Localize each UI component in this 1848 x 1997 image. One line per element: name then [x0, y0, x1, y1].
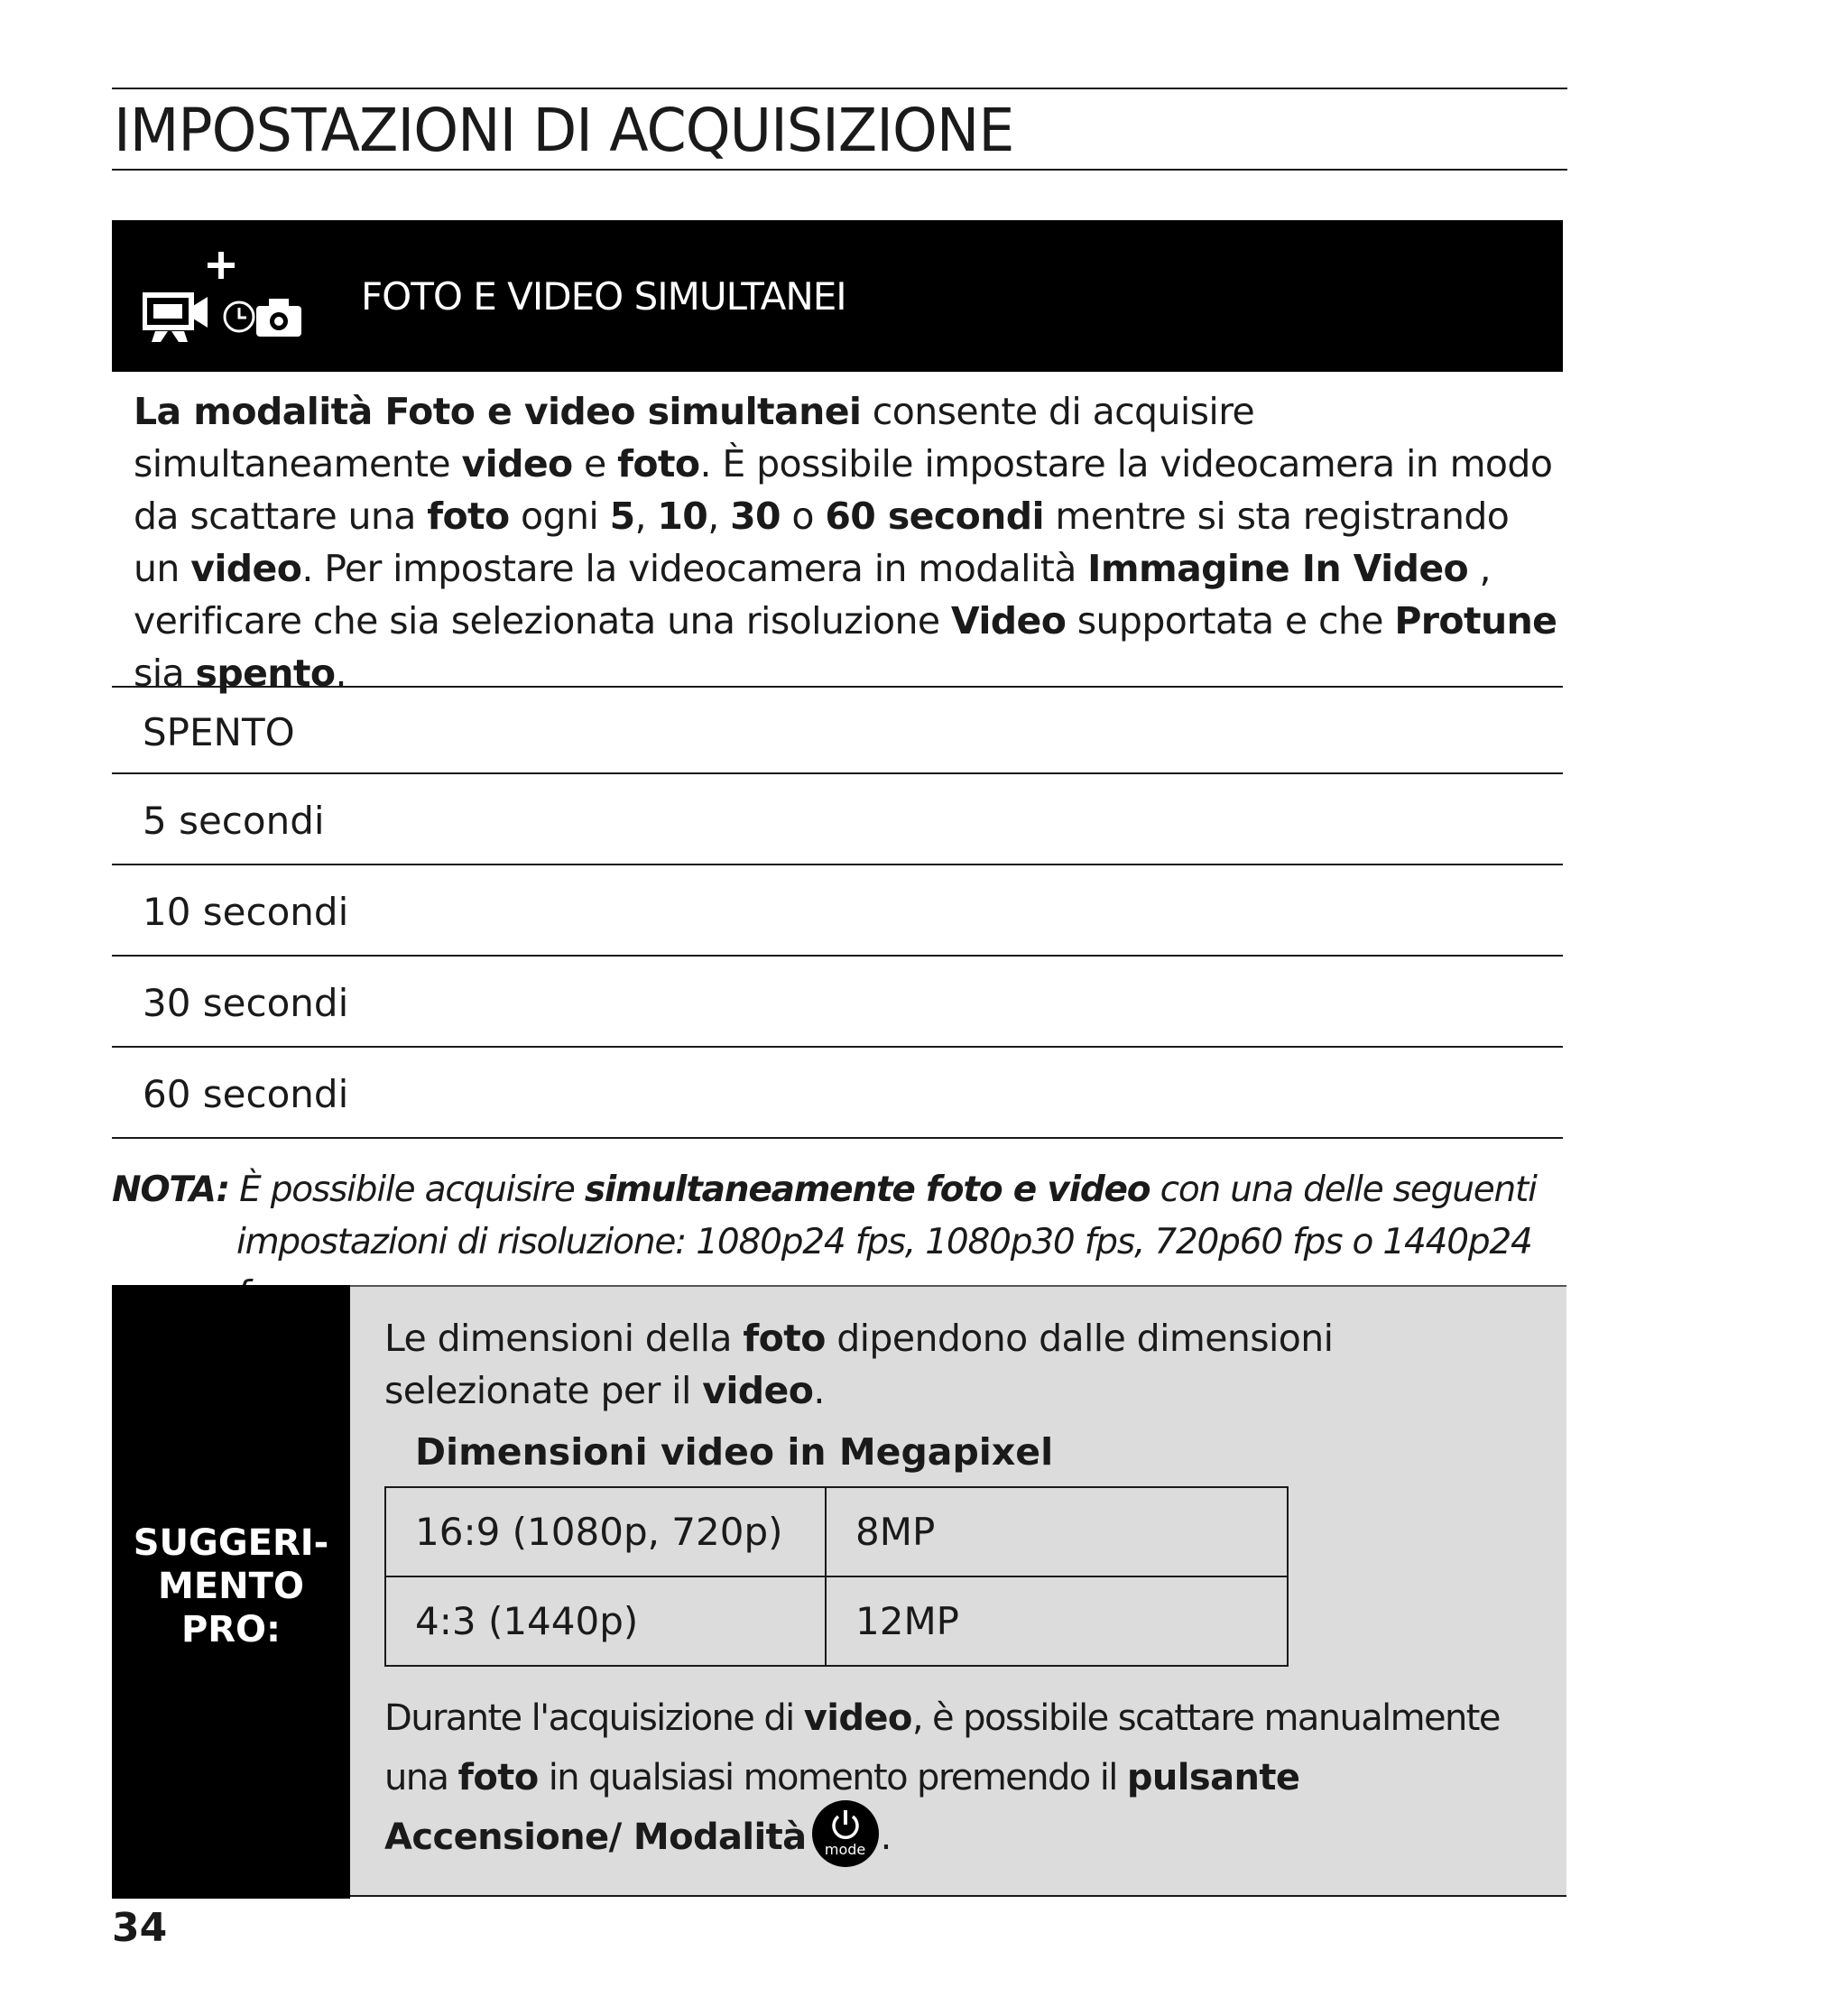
- note-line-2: impostazioni di risoluzione: 1080p24 fps, 1080p30 fps, 720p60 fps o 1440p24: [236, 1222, 1532, 1262]
- option-label: 10 secondi: [143, 890, 349, 934]
- intro-text: sia: [134, 652, 196, 695]
- note-text: È possibile acquisire: [228, 1170, 585, 1210]
- intro-text: foto: [427, 495, 510, 538]
- intro-text: . Per impostare la videocamera in modalità: [301, 547, 1088, 590]
- option-row: [112, 1048, 1563, 1139]
- pro-tip-text: pulsante Accensione/ Modalità: [384, 1757, 1300, 1858]
- intro-text: consente di acquisire simultaneamente: [134, 390, 1255, 485]
- pro-tip-text: foto: [743, 1317, 826, 1360]
- option-row: [112, 957, 1563, 1048]
- option-row: [112, 774, 1563, 865]
- option-label: SPENTO: [143, 710, 295, 754]
- power-mode-button-icon: [812, 1800, 879, 1867]
- note-line-1: [112, 1164, 1574, 1216]
- page-title-text: IMPOSTAZIONI DI ACQUISIZIONE: [114, 96, 1014, 165]
- megapixel-table-title: Dimensioni video in Megapixel: [415, 1430, 1054, 1474]
- intro-text: e: [572, 442, 618, 485]
- option-label: 5 secondi: [143, 799, 325, 843]
- pro-tip-text: .: [880, 1817, 891, 1858]
- intro-text: La modalità Foto e video simultanei: [134, 390, 862, 433]
- mode-header-bar: [112, 220, 1563, 372]
- video-plus-timelapse-photo-icon: [143, 250, 314, 349]
- pro-tip-text: Durante l'acquisizione di: [384, 1697, 804, 1739]
- intro-text: spento: [195, 652, 336, 695]
- option-row: [112, 865, 1563, 957]
- intro-text: Protune: [1394, 599, 1557, 643]
- power-icon: [827, 1807, 864, 1844]
- intro-text: Immagine In Video: [1087, 547, 1469, 590]
- pro-tip-label-line: SUGGERI-: [133, 1522, 329, 1564]
- intro-text: . È possibile impostare la videocamera in modo da scattare una: [134, 442, 1553, 538]
- option-label: 30 secondi: [143, 981, 349, 1025]
- pro-tip-content: [384, 1312, 1548, 1867]
- pro-tip-text: , è possibile scattare manualmente una: [384, 1697, 1500, 1798]
- note-text: con una delle seguenti: [1150, 1170, 1537, 1210]
- mode-header-label: FOTO E VIDEO SIMULTANEI: [361, 274, 846, 319]
- pro-tip-sidebar: [112, 1285, 350, 1899]
- intro-text: mentre si sta registrando un: [134, 495, 1510, 590]
- pro-tip-text: foto: [457, 1757, 539, 1798]
- intro-text: 5: [609, 495, 635, 538]
- intro-text: ogni: [509, 495, 610, 538]
- intro-text: supportata e che: [1066, 599, 1395, 643]
- table-row: [385, 1576, 1288, 1666]
- pro-tip-text: video: [702, 1369, 814, 1412]
- intro-text: 10: [657, 495, 708, 538]
- intro-text: ,: [707, 495, 731, 538]
- pro-tip-label-line: PRO:: [180, 1609, 282, 1650]
- pro-tip-paragraph: [384, 1312, 1548, 1417]
- megapixel-cell: 12MP: [826, 1576, 1288, 1666]
- format-cell: 4:3 (1440p): [385, 1576, 826, 1666]
- option-label: 60 secondi: [143, 1072, 349, 1116]
- intro-paragraph: [134, 385, 1559, 699]
- megapixel-cell: 8MP: [826, 1487, 1288, 1576]
- format-cell: 16:9 (1080p, 720p): [385, 1487, 826, 1576]
- table-row: [385, 1487, 1288, 1576]
- interval-options-list: [112, 686, 1563, 1139]
- intro-text: .: [335, 652, 346, 695]
- pro-tip-box: [112, 1285, 1566, 1897]
- intro-text: , verificare che sia selezionata una risoluzione: [134, 547, 1491, 643]
- pro-tip-footer-paragraph: [384, 1688, 1548, 1867]
- intro-text: video: [190, 547, 302, 590]
- megapixel-table: [384, 1486, 1289, 1667]
- intro-text: 30: [730, 495, 781, 538]
- pro-tip-text: Le dimensioni della: [384, 1317, 744, 1360]
- option-row: [112, 688, 1563, 774]
- intro-text: ,: [634, 495, 658, 538]
- intro-text: o: [780, 495, 826, 538]
- pro-tip-text: dipendono dalle dimensioni selezionate per il: [384, 1317, 1334, 1412]
- pro-tip-text: .: [813, 1369, 825, 1412]
- note-text: simultaneamente foto e video: [584, 1170, 1150, 1210]
- intro-text: foto: [617, 442, 700, 485]
- intro-text: 60 secondi: [825, 495, 1044, 538]
- page-title: [112, 88, 1567, 171]
- intro-text: Video: [950, 599, 1067, 643]
- pro-tip-text: in qualsiasi momento premendo il: [538, 1757, 1127, 1798]
- pro-tip-text: video: [803, 1697, 912, 1739]
- mode-button-label: mode: [824, 1841, 866, 1858]
- intro-text: video: [461, 442, 573, 485]
- pro-tip-label: [112, 1521, 350, 1651]
- pro-tip-label-line: MENTO: [158, 1566, 304, 1607]
- note-label: NOTA:: [112, 1170, 229, 1210]
- page-number: 34: [112, 1905, 168, 1951]
